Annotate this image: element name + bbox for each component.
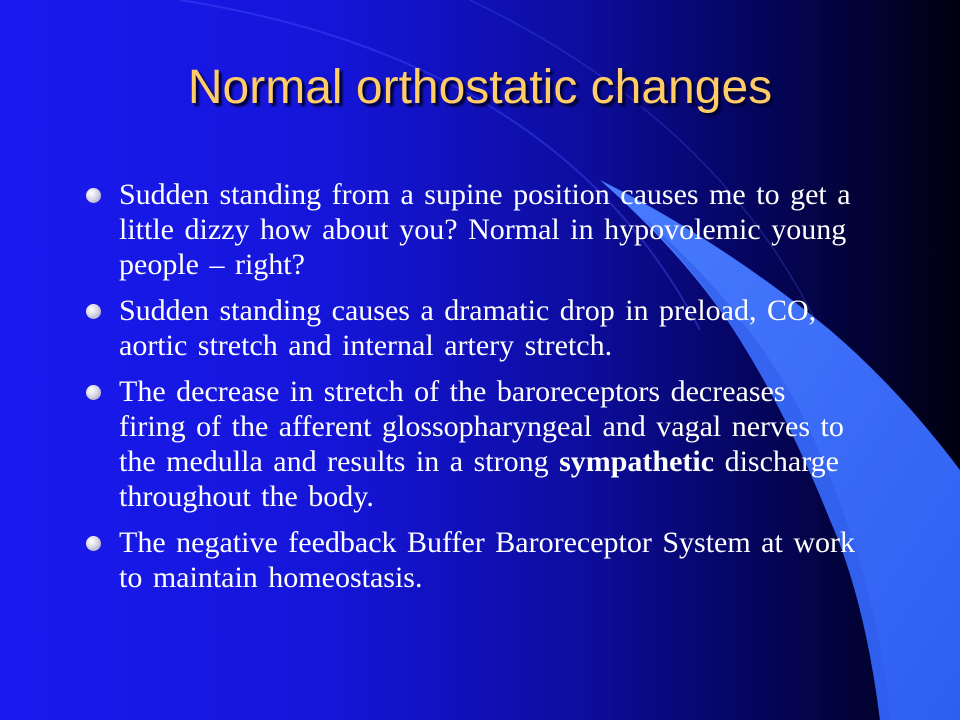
bullet-item [86, 374, 856, 514]
bullet-text: Sudden standing causes a dramatic drop in preload, CO, aortic stretch and internal artery stretch. [119, 294, 817, 362]
bullet-text: The negative feedback Buffer Baroreceptor System at work to maintain homeostasis. [119, 526, 855, 594]
bullet-text-bold: sympathetic [559, 445, 715, 478]
bullet-dot-icon [86, 385, 101, 400]
bullet-text-after: discharge throughout the body. [119, 445, 839, 513]
bullet-item [86, 525, 856, 595]
slide-title: Normal orthostatic changes [187, 61, 773, 114]
bullet-item [86, 293, 856, 363]
bullet-dot-icon [86, 188, 101, 203]
bullet-item [86, 177, 856, 282]
bullet-dot-icon [86, 304, 101, 319]
bullet-list [86, 177, 856, 606]
bullet-text: Sudden standing from a supine position causes me to get a little dizzy how about you? Normal in hypovolemic young people – right? [119, 178, 851, 281]
bullet-text-before: The decrease in stretch of the baroreceptors decreases firing of the afferent glossopharyngeal and vagal nerves to the medulla and results in a strong [119, 375, 844, 478]
bullet-dot-icon [86, 536, 101, 551]
